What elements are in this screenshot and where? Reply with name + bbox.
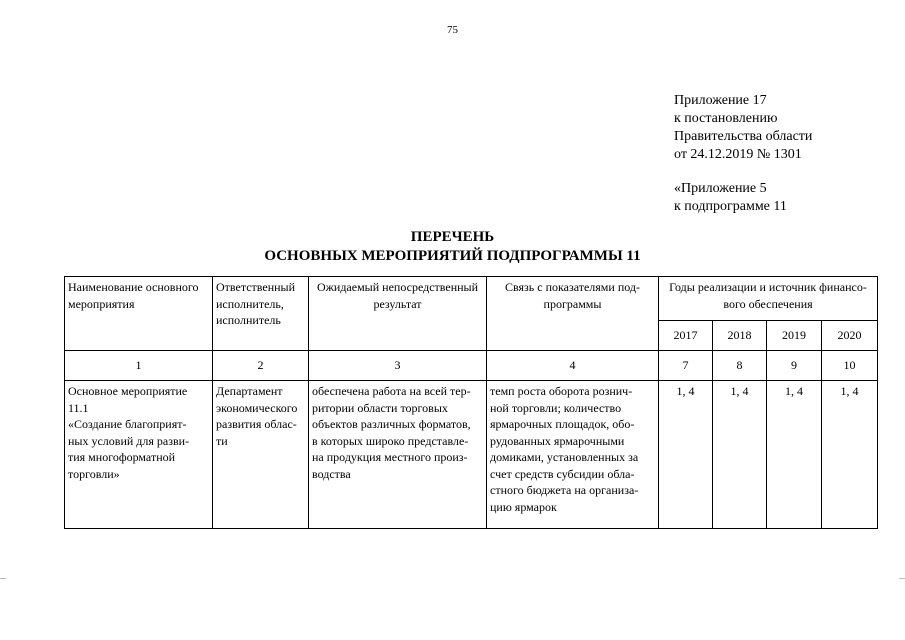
appendix-line: от 24.12.2019 № 1301 (674, 147, 802, 162)
cell-text: стного бюджета на организа- (490, 483, 639, 497)
header-text: мероприятия (68, 296, 135, 311)
cell-text: в которых широко представле- (312, 433, 469, 448)
column-number: 1 (65, 351, 213, 381)
header-responsible (213, 277, 309, 351)
header-text: Годы реализации и источник финансо- (669, 280, 867, 294)
cell-text: ритории области торговых (312, 400, 448, 415)
header-text: Наименование основного (68, 280, 199, 294)
cell-text: рудованных ярмарочными (490, 433, 625, 448)
document-title (0, 228, 905, 266)
header-expected-result (309, 277, 487, 351)
appendix-line: Приложение 17 (674, 93, 767, 108)
appendix-line: к постановлению (674, 111, 778, 126)
page-number: 75 (447, 24, 458, 36)
appendix-line: Правительства области (674, 129, 813, 144)
scan-edge-mark (0, 578, 6, 579)
cell-text: обеспечена работа на всей тер- (312, 384, 471, 398)
header-text: вого обеспечения (723, 296, 813, 311)
header-years-funding (659, 277, 878, 321)
header-text: исполнитель (216, 313, 281, 327)
expected-result-cell (309, 381, 487, 529)
cell-text: водства (312, 466, 351, 481)
header-text: исполнитель, (216, 296, 284, 311)
cell-text: цию ярмарок (490, 499, 557, 514)
header-text: Ответственный (216, 280, 296, 294)
cell-text: ярмарочных площадок, обо- (490, 417, 635, 431)
cell-text: торговли» (68, 466, 120, 481)
title-line-1: ПЕРЕЧЕНЬ (410, 229, 495, 245)
header-text: программы (543, 296, 602, 311)
header-measure-name (65, 277, 213, 351)
appendix-sub-reference (674, 180, 894, 216)
cell-text: 11.1 (68, 400, 89, 415)
cell-text: экономического (216, 400, 298, 415)
header-text: Связь с показателями под- (505, 280, 640, 294)
column-number: 10 (822, 351, 878, 381)
header-text: результат (373, 296, 422, 311)
column-number: 3 (309, 351, 487, 381)
scan-edge-mark (899, 578, 905, 579)
year-header: 2017 (659, 321, 713, 351)
year-value-cell: 1, 4 (822, 381, 878, 529)
cell-text: объектов различных форматов, (312, 417, 471, 431)
measures-table (64, 276, 878, 529)
cell-text: темп роста оборота рознич- (490, 384, 633, 398)
column-number: 7 (659, 351, 713, 381)
cell-text: развития облас- (216, 417, 297, 431)
year-header: 2019 (767, 321, 822, 351)
cell-text: на продукция местного произ- (312, 450, 468, 464)
cell-text: ти (216, 433, 228, 448)
cell-text: ной торговли; количество (490, 400, 622, 415)
indicators-cell (487, 381, 659, 529)
column-number: 9 (767, 351, 822, 381)
cell-text: Основное мероприятие (68, 384, 188, 398)
title-line-2: ОСНОВНЫХ МЕРОПРИЯТИЙ ПОДПРОГРАММЫ 11 (264, 248, 641, 264)
column-number: 2 (213, 351, 309, 381)
table-row (65, 381, 878, 529)
cell-text: «Создание благоприят- (68, 417, 187, 431)
column-number: 8 (713, 351, 767, 381)
year-value-cell: 1, 4 (713, 381, 767, 529)
responsible-cell (213, 381, 309, 529)
table-header-row (65, 277, 878, 321)
header-indicators (487, 277, 659, 351)
header-text: Ожидаемый непосредственный (316, 280, 479, 294)
year-header: 2020 (822, 321, 878, 351)
cell-text: домиками, установленных за (490, 450, 639, 464)
table-number-row (65, 351, 878, 381)
appendix-sub-line: к подпрограмме 11 (674, 199, 787, 214)
cell-text: тия многоформатной (68, 450, 176, 464)
year-value-cell: 1, 4 (659, 381, 713, 529)
year-value-cell: 1, 4 (767, 381, 822, 529)
cell-text: счет средств субсидии обла- (490, 466, 635, 481)
cell-text: ных условий для разви- (68, 433, 190, 448)
measure-name-cell (65, 381, 213, 529)
appendix-sub-line: «Приложение 5 (674, 181, 767, 196)
column-number: 4 (487, 351, 659, 381)
year-header: 2018 (713, 321, 767, 351)
appendix-reference (674, 92, 894, 164)
cell-text: Департамент (216, 384, 283, 398)
